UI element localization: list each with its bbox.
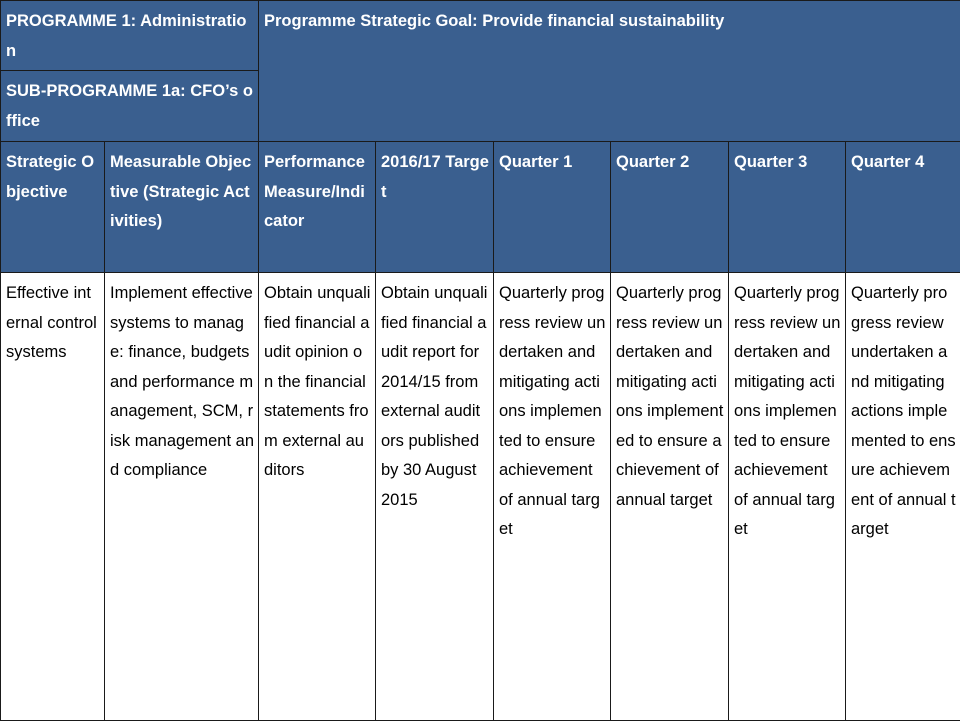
cell-quarter-4: Quarterly progress review undertaken and mitigating actions implemented to ensure achievement of annual target [846,273,960,721]
cell-performance-measure: Obtain unqualified financial audit opinion on the financial statements from external auditors [259,273,376,721]
col-target: 2016/17 Target [376,142,494,273]
col-measurable-objective: Measurable Objective (Strategic Activities) [105,142,259,273]
col-quarter-3: Quarter 3 [729,142,846,273]
cell-measurable-objective: Implement effective systems to manage: finance, budgets and performance management, SCM, risk management and compliance [105,273,259,721]
col-quarter-1: Quarter 1 [494,142,611,273]
col-performance-measure: Performance Measure/Indicator [259,142,376,273]
cell-quarter-1: Quarterly progress review undertaken and mitigating actions implemented to ensure achievement of annual target [494,273,611,721]
programme-row [1,1,960,71]
col-strategic-objective: Strategic Objective [1,142,105,273]
cell-quarter-3: Quarterly progress review undertaken and mitigating actions implemented to ensure achievement of annual target [729,273,846,721]
subprogramme-title: SUB-PROGRAMME 1a: CFO’s office [1,71,259,142]
column-header-row [1,142,960,273]
cell-strategic-objective: Effective internal control systems [1,273,105,721]
cell-quarter-2: Quarterly progress review undertaken and mitigating actions implemented to ensure achievement of annual target [611,273,729,721]
cell-target: Obtain unqualified financial audit report for 2014/15 from external auditors published by 30 August 2015 [376,273,494,721]
table-row [1,273,960,721]
programme-title: PROGRAMME 1: Administration [1,1,259,71]
strategic-goal: Programme Strategic Goal: Provide financial sustainability [259,1,960,142]
col-quarter-2: Quarter 2 [611,142,729,273]
col-quarter-4: Quarter 4 [846,142,960,273]
